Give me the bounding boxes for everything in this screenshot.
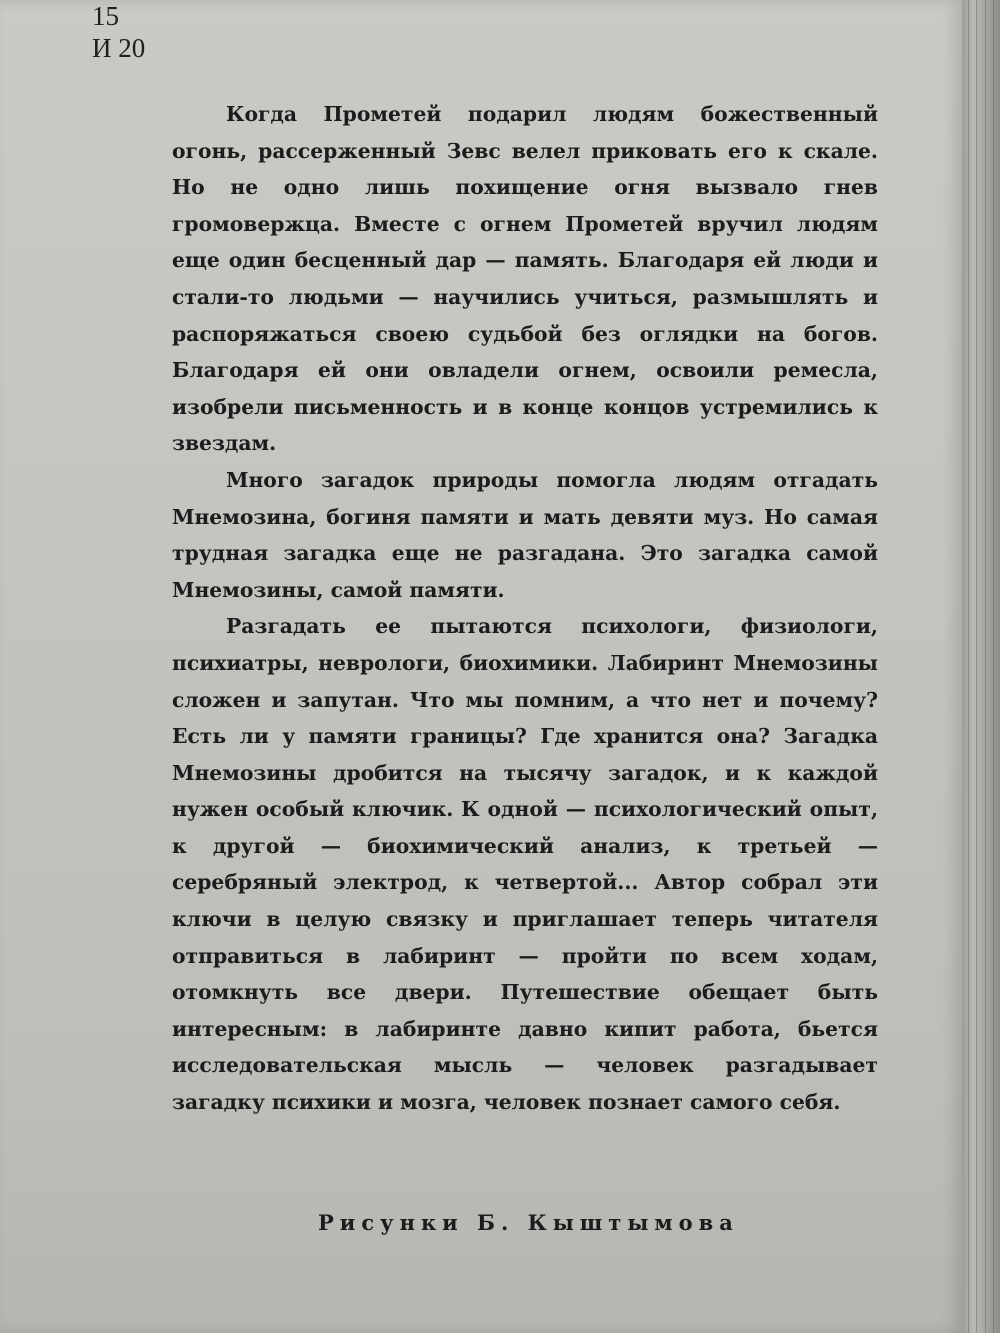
- annotation-text: [172, 96, 878, 1121]
- edge-line: [976, 0, 977, 1333]
- classification-code-line-1: 15: [92, 1, 119, 31]
- classification-code-line-2: И 20: [92, 33, 146, 63]
- page-stack-edge: [962, 0, 1000, 1333]
- paragraph-1: Когда Прометей подарил людям божественный огонь, рассерженный Зевс велел приковать его к скале. Но не одно лишь похищение огня вызвало гнев громовержца. Вместе с огнем Прометей вручил людям еще один бесценный дар — память. Благодаря ей люди и стали-то людьми — научились учиться, размышлять и распоряжаться своею судьбой без оглядки на богов. Благодаря ей они овладели огнем, освоили ремесла, изобрели письменность и в конце концов устремились к звездам.: [172, 102, 878, 456]
- edge-line: [993, 0, 994, 1333]
- illustrator-credit: Рисунки Б. Кыштымова: [318, 1210, 739, 1235]
- edge-line: [968, 0, 969, 1333]
- edge-line: [985, 0, 986, 1333]
- paragraph-3: Разгадать ее пытаются психологи, физиологи, психиатры, неврологи, биохимики. Лабиринт Мнемозины сложен и запутан. Что мы помним, а что нет и почему? Есть ли у памяти границы? Где хранится она? Загадка Мнемозины дробится на тысячу загадок, и к каждой нужен особый ключик. К одной — психологический опыт, к другой — биохимический анализ, к третьей — серебряный электрод, к четвертой... Автор собрал эти ключи в целую связку и приглашает теперь читателя отправиться в лабиринт — пройти по всем ходам, отомкнуть все двери. Путешествие обещает быть интересным: в лабиринте давно кипит работа, бьется исследовательская мысль — человек разгадывает загадку психики и мозга, человек познает самого себя.: [172, 614, 878, 1115]
- classification-code: [92, 0, 145, 64]
- paragraph-2: Много загадок природы помогла людям отгадать Мнемозина, богиня памяти и мать девяти муз. Но самая трудная загадка еще не разгадана. Это загадка самой Мнемозины, самой памяти.: [172, 467, 878, 602]
